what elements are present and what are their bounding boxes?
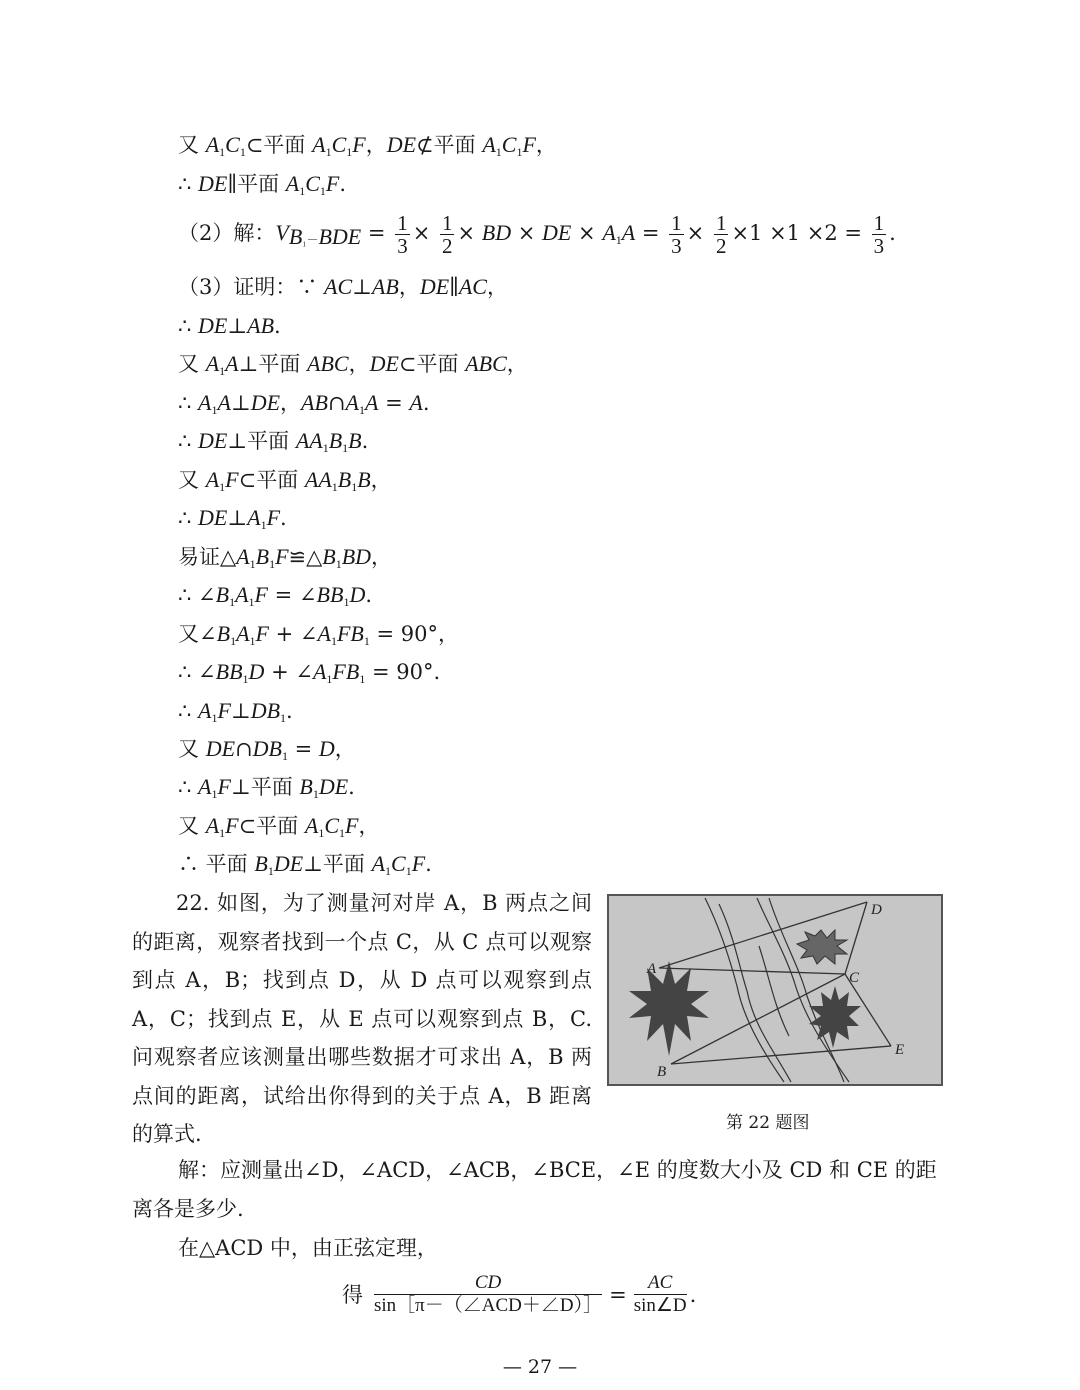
proof-line-10: ∴ $DE\perp A_1F$. (178, 505, 287, 532)
sine-law-formula (342, 1272, 696, 1317)
formula-equals: = (609, 1282, 627, 1307)
proof-line-15: ∴ $A_1F\perp DB_1$. (178, 698, 293, 725)
proof-line-9: 又 $A_1F\subset$平面 $AA_1B_1B$， (178, 467, 392, 494)
proof-line-11: 易证$\triangle A_1B_1F≌\triangle B_1BD$， (178, 544, 393, 571)
proof-line-5: ∴ DE⊥AB. (178, 313, 281, 338)
formula-denominator-1: sin［π－（∠ACD＋∠D）］ (374, 1295, 603, 1316)
starburst-right (809, 986, 861, 1048)
point-label-A: A (647, 961, 657, 977)
question-22-text: 22. 如图，为了测量河对岸 A，B 两点之间的距离，观察者找到一个点 C，从 C 点可以观察到点 A，B；找到点 D，从 D 点可以观察到点 A，C；找到点 E，从 E 点可以观察到点 B，C. 问观察者应该测量出哪些数据才可求出 A，B 两点间的距离，试给出你得到的关于点 A，B 距离的算式. (132, 891, 592, 1146)
proof-line-17: ∴ $A_1F\perp$平面 $B_1DE$. (178, 774, 355, 801)
proof-line-1: 又 $A_1C_1\subset$平面 $A_1C_1F$，DE⊄平面 $A_1C_1F$， (178, 132, 557, 159)
starburst-top (797, 930, 847, 964)
river-survey-diagram (609, 896, 941, 1084)
solution-line-3: 在△ACD 中，由正弦定理， (178, 1236, 438, 1260)
proof-line-13: 又$\angle B_1A_1F$ + $\angle A_1FB_1 = 90^\circ$， (178, 621, 460, 648)
formula-denominator-2: sin∠D (633, 1295, 687, 1316)
proof-line-8: ∴ DE⊥平面 $AA_1B_1B$. (178, 428, 369, 455)
formula-numerator-1: CD (374, 1272, 602, 1295)
proof-line-6: 又 $A_1A\perp$平面 ABC，DE⊂平面 ABC， (178, 351, 528, 378)
point-label-B: B (657, 1064, 667, 1080)
proof-line-volume: （2）解：$V_{B_1-BDE}$ = $\frac{1}{3}$ × $\frac{1}{2}$ × BD × DE × $A_1A$ = $\frac{1}{3}$ × $\frac{1}{2}$ ×1 ×1 ×2 = $\frac{1}{3}$ . (178, 211, 896, 258)
figure-caption: 第 22 题图 (726, 1113, 810, 1133)
formula-numerator-2: AC (634, 1272, 687, 1295)
proof-line-2: ∴ DE∥平面 $A_1C_1F$. (178, 171, 347, 198)
solution-line-2: 离各是多少. (132, 1197, 244, 1221)
proof-line-16: 又 $DE\cap DB_1 = D$， (178, 736, 356, 763)
point-label-C: C (849, 970, 860, 986)
point-label-E: E (895, 1042, 905, 1058)
proof-line-12: ∴ $\angle B_1A_1F$ = $\angle BB_1D$. (178, 582, 373, 609)
formula-end: . (689, 1282, 697, 1307)
proof-line-18: 又 $A_1F\subset$平面 $A_1C_1F$， (178, 813, 380, 840)
proof-line-14: ∴ $\angle BB_1D$ + $\angle A_1FB_1 = 90^\circ$. (178, 659, 441, 686)
point-label-D: D (871, 902, 882, 918)
formula-prefix: 得 (342, 1282, 363, 1307)
starburst-large (629, 961, 709, 1056)
proof-line-7: ∴ $A_1A\perp DE$，$AB\cap A_1A = A$. (178, 390, 430, 417)
page-number: — 27 — (502, 1356, 578, 1378)
proof-line-19: ∴ 平面 $B_1DE\perp$平面 $A_1C_1F$. (178, 851, 432, 878)
question-22-figure (607, 894, 943, 1086)
solution-line-1: 解：应测量出∠D，∠ACD，∠ACB，∠BCE，∠E 的度数大小及 CD 和 CE 的距 (178, 1158, 937, 1182)
proof-line-4: （3）证明：∵ AC⊥AB，DE∥AC， (178, 274, 508, 299)
